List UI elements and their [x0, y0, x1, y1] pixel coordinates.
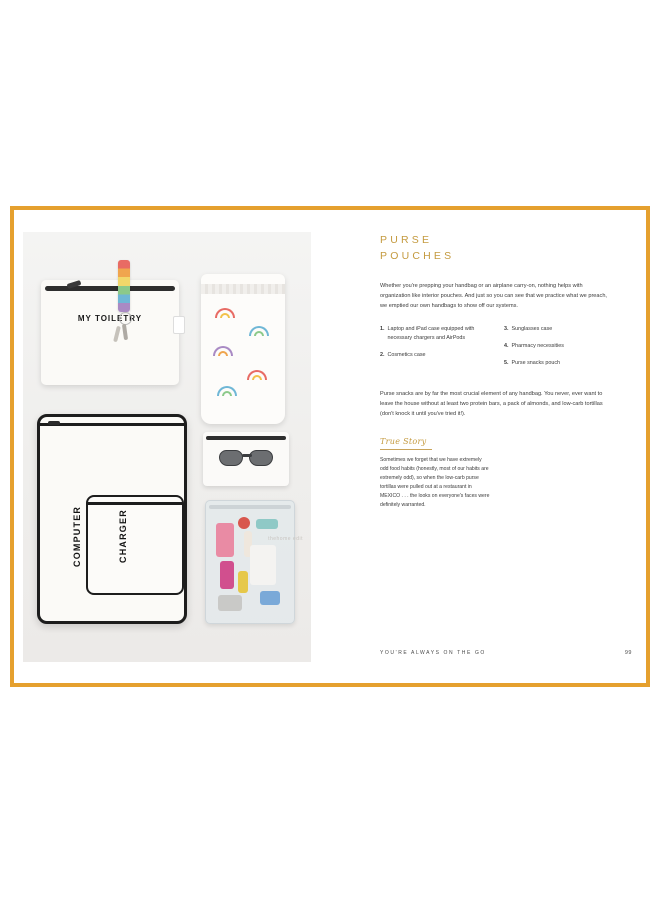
keys: [111, 324, 137, 344]
running-head: YOU'RE ALWAYS ON THE GO: [380, 650, 486, 656]
zipper-pull-icon: [48, 421, 60, 425]
cosmetic-item: [260, 591, 280, 605]
toiletry-pouch: [41, 280, 179, 385]
cosmetic-item: [218, 595, 242, 611]
body-paragraph: Purse snacks are by far the most crucial element of any handbag. You never, ever want to leave the house without at least two protein bars, a pack of almonds, and low-carb tortillas (don't knock it until you've tried it!).: [380, 390, 603, 417]
charger-pouch-label: CHARGER: [118, 509, 128, 563]
rainbow-icon: [217, 386, 237, 396]
page-number: 99: [624, 650, 632, 656]
book-spread: [14, 210, 646, 683]
list-item: [504, 342, 614, 351]
list-item-number: 2.: [380, 352, 385, 359]
list-item-label: Cosmetics case: [387, 352, 426, 359]
zipper-track: [209, 505, 291, 509]
key-icon: [113, 326, 121, 342]
true-story-text: Sometimes we forget that we have extremely odd food habits (honestly, most of our habits are extremely odd), so when the low-carb purse tortillas were pulled out at a restaurant in MEXICO . . . the looks on everyone's faces were definitely warranted.: [380, 457, 490, 509]
list-item-label: Pharmacy necessities: [511, 343, 564, 350]
list-item-label: Laptop and iPad case equipped with necessary chargers and AirPods: [387, 326, 475, 342]
divider: [380, 449, 432, 450]
list-column-right: [504, 325, 614, 377]
list-item: [380, 325, 490, 343]
zipper-track: [206, 436, 286, 440]
computer-pouch-label: COMPUTER: [72, 505, 82, 567]
lens-right: [249, 450, 273, 466]
lens-left: [219, 450, 243, 466]
sunglasses-case: [203, 432, 289, 486]
rainbow-strap: [118, 260, 130, 312]
charger-pouch: [86, 495, 184, 595]
bridge: [242, 454, 252, 457]
zipper-track: [39, 423, 185, 426]
list-item-number: 1.: [380, 326, 385, 333]
list-item-number: 4.: [504, 343, 509, 350]
sunglasses-icon: [219, 450, 275, 470]
true-story-title: True Story: [380, 437, 427, 447]
page-title-line1: PURSE: [380, 234, 433, 246]
zipper-track: [45, 286, 175, 291]
list-item: [380, 351, 490, 360]
rainbow-icon: [213, 346, 233, 356]
numbered-list: [380, 325, 614, 377]
cosmetic-item: [250, 545, 276, 585]
cosmetic-item: [238, 517, 250, 529]
rainbow-icon: [215, 308, 235, 318]
cosmetic-item: [216, 523, 234, 557]
page-title-line2: POUCHES: [380, 250, 455, 263]
list-item-number: 3.: [504, 326, 509, 333]
hang-tag: [173, 316, 185, 334]
intro-paragraph: Whether you're prepping your handbag or an airplane carry-on, nothing helps with organization like interior pouches. And just so you can see that we practice what we preach, we emptied our own handbags to show off our systems.: [380, 282, 607, 309]
list-item-label: Sunglasses case: [511, 326, 553, 333]
list-column-left: [380, 325, 490, 377]
list-item-number: 5.: [504, 360, 509, 367]
drawstring-cinch: [201, 284, 285, 294]
cosmetic-item: [256, 519, 278, 529]
page-title: [380, 232, 632, 265]
rainbow-icon: [249, 326, 269, 336]
photo-watermark: thehome edit: [268, 536, 303, 542]
list-item-label: Purse snacks pouch: [511, 360, 561, 367]
list-item: [504, 325, 614, 334]
computer-pouch: [37, 414, 187, 624]
zipper-track: [87, 502, 183, 505]
cosmetic-item: [220, 561, 234, 589]
page-footer: [380, 650, 632, 656]
text-page: [380, 232, 632, 662]
clear-cosmetics-pouch: [205, 500, 295, 624]
product-photo: [23, 232, 311, 662]
list-item: [504, 359, 614, 368]
key-icon: [122, 324, 128, 340]
rainbow-drawstring-pouch: [201, 274, 285, 424]
rainbow-icon: [247, 370, 267, 380]
cosmetic-item: [238, 571, 248, 593]
toiletry-pouch-label: MY TOILETRY: [77, 314, 143, 323]
